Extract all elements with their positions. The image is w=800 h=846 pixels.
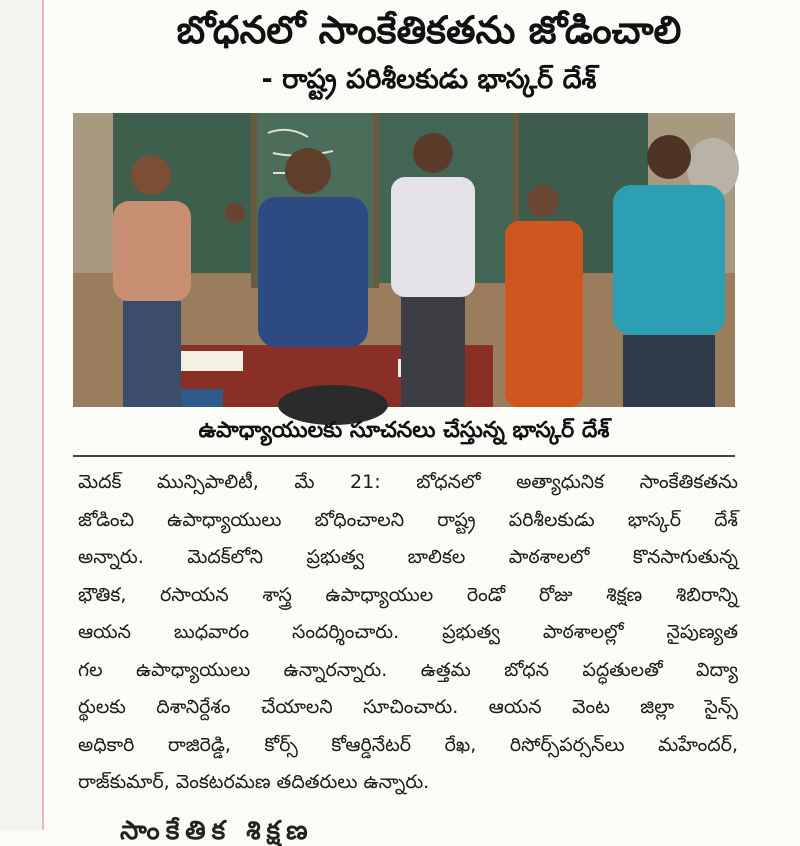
next-article-headline-fragment — [120, 814, 680, 846]
next-article-text: సాంకేతిక శిక్షణ — [120, 816, 314, 846]
body-line: అన్నారు. మెదక్‌లోని ప్రభుత్వ బాలికల పాఠశాలలో కొనసాగుతున్న — [78, 546, 738, 568]
column-divider — [42, 0, 44, 830]
body-line: గల ఉపాధ్యాయులు ఉన్నారన్నారు. ఉత్తమ బోధన పద్ధతులతో విద్యా — [78, 658, 738, 681]
article-headline: బోధనలో సాంకేతికతను జోడించాలి — [176, 8, 682, 52]
body-line: అధికారి రాజిరెడ్డి, కోర్స్ కోఆర్డినేటర్ రేఖ, రిసోర్స్‌పర్సన్‌లు మహేందర్, — [78, 733, 738, 756]
left-gutter — [0, 0, 42, 830]
body-line: మెదక్ మున్సిపాలిటీ, మే 21: బోధనలో అత్యాధునిక సాంకేతికతను — [78, 471, 738, 493]
caption-divider — [73, 455, 735, 457]
body-line: భౌతిక, రసాయన శాస్త్ర ఉపాధ్యాయుల రెండో రోజు శిక్షణ శిబిరాన్ని — [78, 583, 738, 606]
article-photo — [73, 113, 735, 407]
body-line: ర్థులకు దిశానిర్దేశం చేయాలని సూచించారు. ఆయన వెంట జిల్లా సైన్స్ — [78, 696, 738, 718]
article-body — [78, 464, 738, 802]
body-line: ఆయన బుధవారం సందర్శించారు. ప్రభుత్వ పాఠశాలల్లో నైపుణ్యత — [78, 621, 738, 643]
classroom-photo — [73, 113, 735, 407]
body-line: రాజ్‌కుమార్, వెంకటరమణ తదితరులు ఉన్నారు. — [78, 771, 430, 793]
body-line: జోడించి ఉపాధ్యాయులు బోధించాలని రాష్ట్ర పరిశీలకుడు భాస్కర్ దేశ్ — [78, 508, 738, 531]
photo-caption: ఉపాధ్యాయులకు సూచనలు చేస్తున్న భాస్కర్ దేశ్ — [198, 418, 610, 443]
article-byline: - రాష్ట్ర పరిశీలకుడు భాస్కర్ దేశ్ — [261, 64, 597, 95]
